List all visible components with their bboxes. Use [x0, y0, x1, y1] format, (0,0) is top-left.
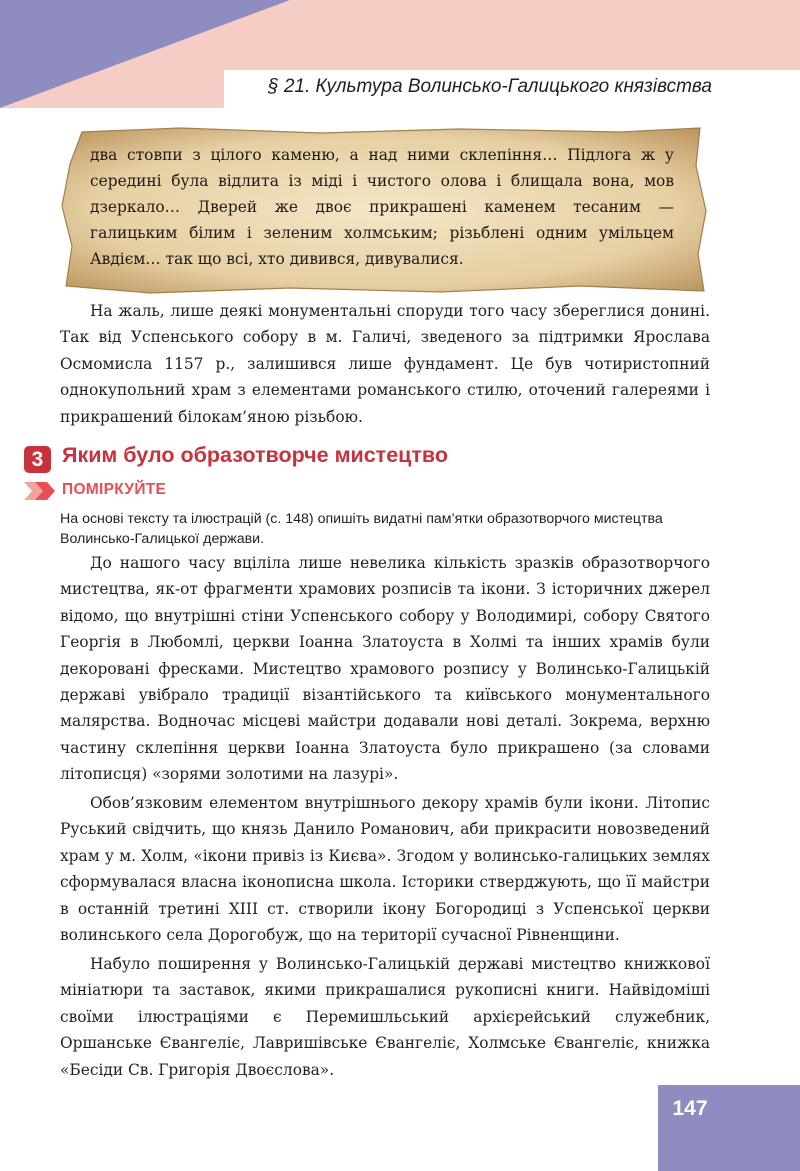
think-arrows-icon	[24, 482, 58, 500]
page-number: 147	[672, 1097, 708, 1120]
paragraph-monuments: На жаль, лише деякі монументальні споруди того часу збереглися донині. Так від Успенського собору в м. Галичі, зведеного за підтримки Ярослава Осмомисла 1157 р., залишився лише фундамент. Це був чотиристопний однокупольний храм з елементами романського стилю, оточений галереями і прикрашений білокам’яною різьбою.	[60, 302, 710, 426]
section-number-badge: 3	[24, 446, 51, 473]
chapter-title: § 21. Культура Волинсько-Галицького князівства	[267, 76, 712, 97]
paragraph-icons: Обов’язковим елементом внутрішнього декору храмів були ікони. Літопис Руський свідчить, що князь Данило Романович, аби прикрасити новозведений храм у м. Холм, «ікони привіз із Києва». Згодом у волинсько-галицьких землях сформувалася власна іконописна школа. Історики стверджують, що її майстри в останній третині XIII ст. створили ікону Богородиці з Успенської церкви волинського села Дорогобуж, що на території сучасної Рівненщини.	[60, 794, 710, 945]
paragraph-frescoes: До нашого часу вціліла лише невелика кількість зразків образотворчого мистецтва, як-от фрагменти храмових розписів та ікони. З історичних джерел відомо, що внутрішні стіни Успенського собору у Володимирі, собору Святого Георгія в Любомлі, церкви Іоанна Златоуста в Холмі та інших храмів були декоровані фресками. Мистецтво храмового розпису у Волинсько-Галицькій державі увібрало традиції візантійського та київського монументального малярства. Водночас місцеві майстри додавали нові деталі. Зокрема, верхню частину склепіння церкви Іоанна Златоуста було прикрашено (за словами літописця) «зорями золотими на лазурі».	[60, 554, 710, 784]
paragraph-miniatures: Набуло поширення у Волинсько-Галицькій державі мистецтво книжкової мініатюри та заставок, якими прикрашалися рукописні книги. Найвідоміші своїми ілюстраціями є Перемишльський архієрейський служебник, Оршанське Євангеліє, Лавришівське Євангеліє, Холмське Євангеліє, книжка «Бесіди Св. Григорія Двоєслова».	[60, 955, 710, 1079]
think-task-text: На основі тексту та ілюстрацій (с. 148) опишіть видатні пам’ятки образотворчого мистецтва Волинсько-Галицької держави.	[60, 511, 663, 547]
section-title: Яким було образотворче мистецтво	[62, 443, 448, 467]
think-label: ПОМІРКУЙТЕ	[62, 481, 167, 498]
quote-text: два стовпи з цілого каменю, а над ними склепіння… Підлога ж у середині була відлита із міді і чистого олова і блищала вона, мов дзеркало… Дверей же двоє прикрашені каменем тесаним — галицьким білим і зеленим холмським; різьблені одним умільцем Авдієм… так що всі, хто дивився, дивувалися.	[90, 146, 674, 268]
